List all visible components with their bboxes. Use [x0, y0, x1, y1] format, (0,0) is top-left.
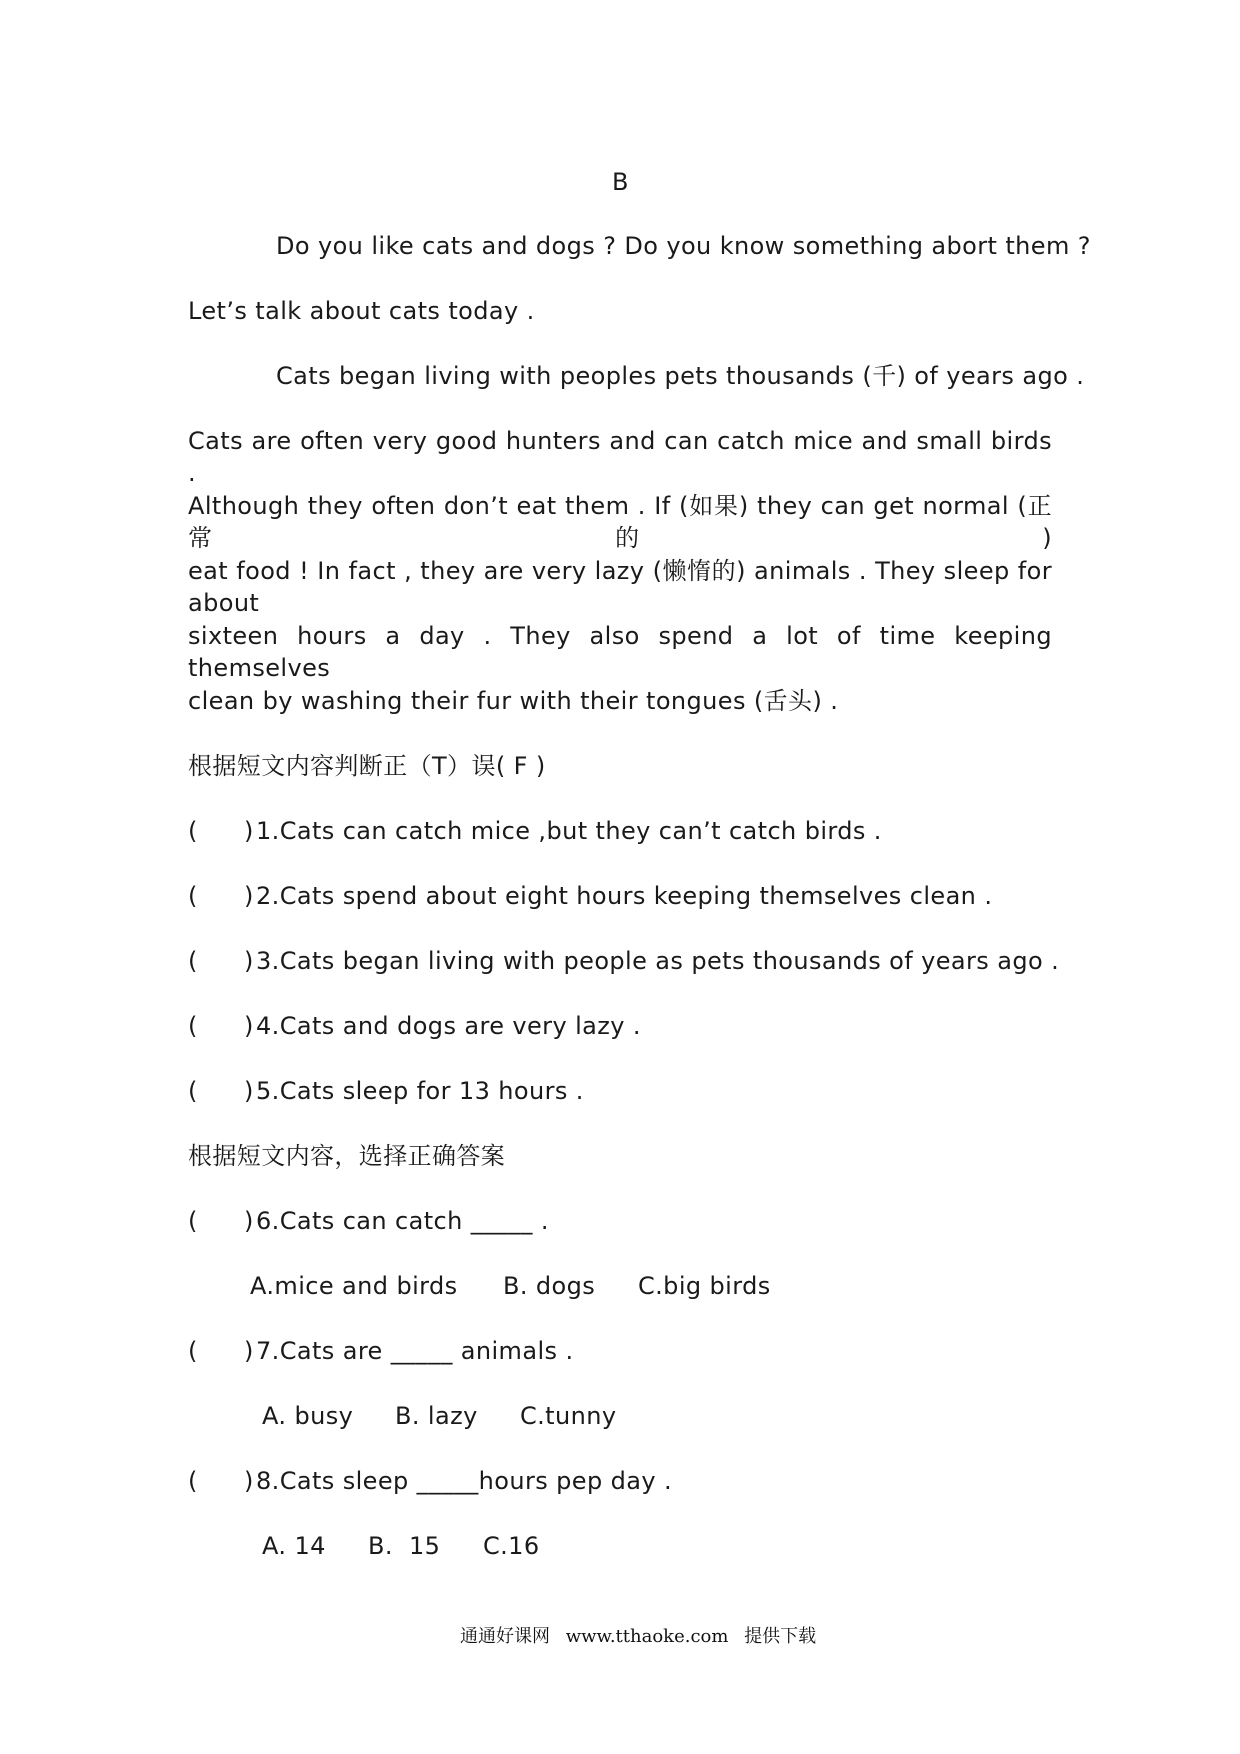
- passage-line: Although they often don’t eat them . If (如果) they can get normal (正常的): [188, 492, 1052, 552]
- answer-paren-open: (: [188, 817, 198, 845]
- answer-paren-close: ): [244, 1467, 254, 1495]
- passage-line: clean by washing their fur with their tongues (舌头) .: [188, 687, 839, 715]
- answer-paren-open: (: [188, 882, 198, 910]
- option-c: C.tunny: [520, 1402, 617, 1430]
- answer-paren-open: (: [188, 1207, 198, 1235]
- option-b: B. dogs: [503, 1272, 596, 1300]
- answer-paren-open: (: [188, 1467, 198, 1495]
- passage-line: Cats began living with peoples pets thousands (千) of years ago .: [276, 362, 1085, 390]
- footer-url: www.tthaoke.com: [565, 1626, 729, 1647]
- answer-paren-close: ): [244, 817, 254, 845]
- question-text: 3.Cats began living with people as pets thousands of years ago .: [256, 947, 1060, 975]
- answer-paren-close: ): [244, 1207, 254, 1235]
- section-heading-true-false: 根据短文内容判断正（T）误( F ): [188, 752, 546, 780]
- question-text: 1.Cats can catch mice ,but they can’t catch birds .: [256, 817, 882, 845]
- answer-paren-close: ): [244, 1337, 254, 1365]
- section-heading-multiple-choice: 根据短文内容，选择正确答案: [188, 1142, 506, 1170]
- question-text: 6.Cats can catch _____ .: [256, 1207, 549, 1235]
- answer-paren-close: ): [244, 947, 254, 975]
- footer-site-name: 通通好课网: [460, 1626, 550, 1647]
- answer-paren-open: (: [188, 1077, 198, 1105]
- answer-paren-close: ): [244, 1077, 254, 1105]
- answer-paren-open: (: [188, 1012, 198, 1040]
- option-a: A. 14: [262, 1532, 326, 1560]
- question-text: 7.Cats are _____ animals .: [256, 1337, 574, 1365]
- option-c: C.16: [483, 1532, 540, 1560]
- option-b: B. lazy: [395, 1402, 478, 1430]
- question-text: 2.Cats spend about eight hours keeping themselves clean .: [256, 882, 993, 910]
- passage-line: Do you like cats and dogs ? Do you know something abort them ?: [276, 232, 1091, 260]
- question-text: 4.Cats and dogs are very lazy .: [256, 1012, 641, 1040]
- page-footer: [460, 1625, 826, 1649]
- option-c: C.big birds: [638, 1272, 771, 1300]
- footer-note: 提供下载: [744, 1626, 817, 1647]
- answer-paren-close: ): [244, 882, 254, 910]
- answer-paren-open: (: [188, 947, 198, 975]
- option-a: A.mice and birds: [250, 1272, 458, 1300]
- option-b: B. 15: [368, 1532, 441, 1560]
- passage-line: Let’s talk about cats today .: [188, 297, 535, 325]
- question-text: 8.Cats sleep _____hours pep day .: [256, 1467, 673, 1495]
- passage-title: B: [612, 168, 629, 196]
- passage-line: Cats are often very good hunters and can catch mice and small birds .: [188, 427, 1052, 487]
- answer-paren-open: (: [188, 1337, 198, 1365]
- passage-line: eat food ! In fact , they are very lazy (懒惰的) animals . They sleep for about: [188, 557, 1052, 617]
- question-text: 5.Cats sleep for 13 hours .: [256, 1077, 584, 1105]
- answer-paren-close: ): [244, 1012, 254, 1040]
- passage-line: sixteen hours a day . They also spend a lot of time keeping themselves: [188, 622, 1052, 682]
- option-a: A. busy: [262, 1402, 354, 1430]
